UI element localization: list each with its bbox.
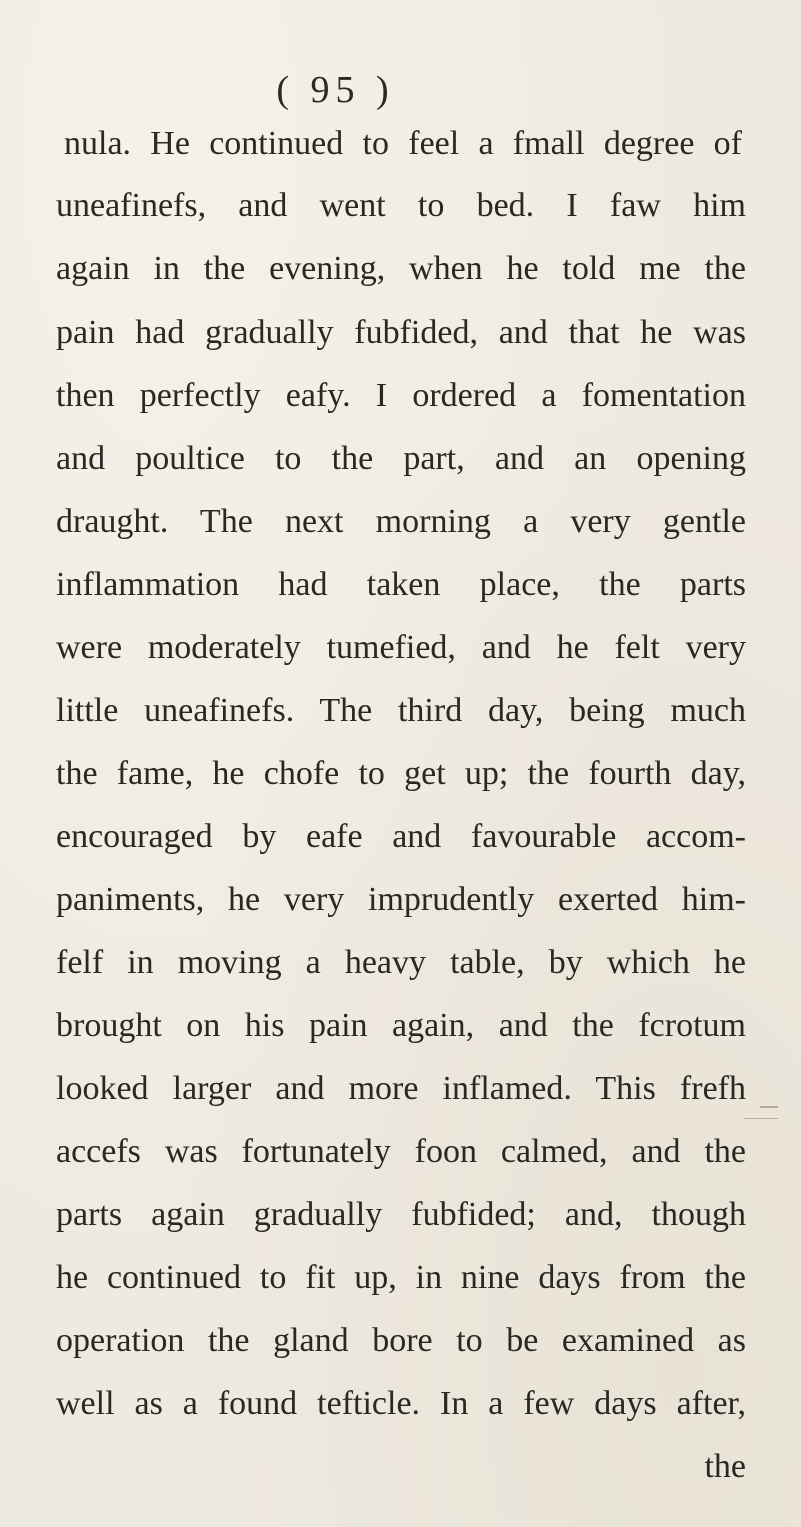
text-line: the fame, he chofe to get up; the fourth day, bbox=[56, 755, 746, 792]
text-line: nula. He continued to feel a fmall degree of bbox=[64, 125, 742, 162]
text-line: and poultice to the part, and an opening bbox=[56, 440, 746, 477]
text-line: again in the evening, when he told me the bbox=[56, 250, 746, 287]
text-line: inflammation had taken place, the parts bbox=[56, 566, 746, 603]
text-line: accefs was fortunately foon calmed, and the bbox=[56, 1133, 746, 1170]
text-line: uneafinefs, and went to bed. I faw him bbox=[56, 187, 746, 224]
text-line: looked larger and more inflamed. This frefh bbox=[56, 1070, 746, 1107]
text-line: draught. The next morning a very gentle bbox=[56, 503, 746, 540]
text-line: were moderately tumefied, and he felt very bbox=[56, 629, 746, 666]
text-line: felf in moving a heavy table, by which he bbox=[56, 944, 746, 981]
text-line: paniments, he very imprudently exerted him- bbox=[56, 881, 746, 918]
text-line: encouraged by eafe and favourable accom- bbox=[56, 818, 746, 855]
text-line: pain had gradually fubfided, and that he was bbox=[56, 314, 746, 351]
margin-smudge bbox=[744, 1118, 778, 1119]
text-line: little uneafinefs. The third day, being much bbox=[56, 692, 746, 729]
text-line: parts again gradually fubfided; and, though bbox=[56, 1196, 746, 1233]
text-line: he continued to fit up, in nine days from the bbox=[56, 1259, 746, 1296]
catchword: the bbox=[704, 1448, 746, 1485]
page-number: ( 95 ) bbox=[276, 69, 395, 111]
text-line: then perfectly eafy. I ordered a fomentation bbox=[56, 377, 746, 414]
text-line: brought on his pain again, and the fcrotum bbox=[56, 1007, 746, 1044]
text-line: operation the gland bore to be examined as bbox=[56, 1322, 746, 1359]
text-line: well as a found tefticle. In a few days after, bbox=[56, 1385, 746, 1422]
margin-smudge bbox=[760, 1106, 778, 1108]
